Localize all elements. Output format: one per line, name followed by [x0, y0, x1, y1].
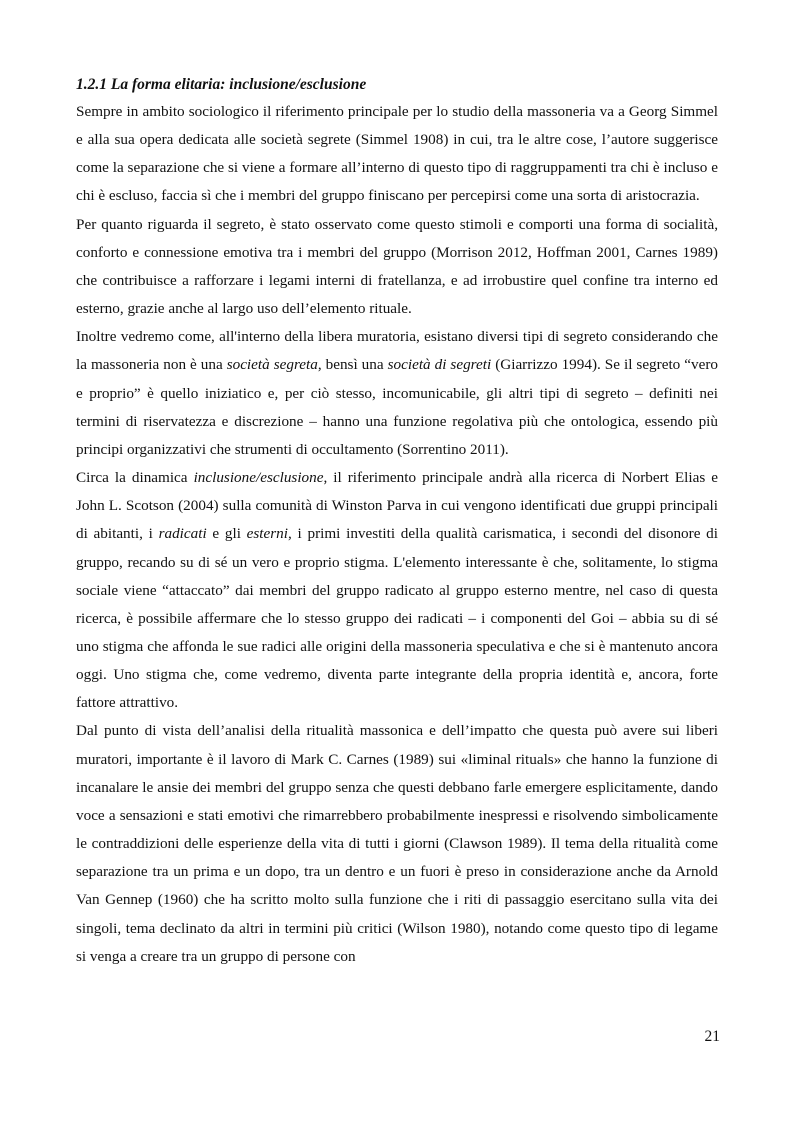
- text-run: Per quanto riguarda il segreto, è stato osservato come questo stimoli e comporti una forma di socialità, conforto e connessione emotiva tra i membri del gruppo (Morrison 2012, Hoffman 2001, Carnes 1989) che contribuisce a rafforzare i legami interni di fratellanza, e ad irrobustire quel confine tra interno ed esterno, grazie anche al largo uso dell’elemento rituale.: [76, 215, 718, 318]
- italic-term: esterni: [246, 525, 288, 543]
- text-run: , bensì una: [317, 356, 388, 374]
- paragraph: [76, 211, 718, 324]
- paragraph: [76, 98, 718, 211]
- text-run: , i primi investiti della qualità carismatica, i secondi del disonore di gruppo, recando su di sé un vero e proprio stigma. L'elemento interessante è che, solitamente, lo stigma sociale viene “attaccato” dai membri del gruppo radicato al gruppo esterno mentre, nel caso di questa ricerca, è possibile affermare che lo stesso gruppo dei radicati – i componenti del Goi – abbia su di sé uno stigma che affonda le sue radici alle origini della massoneria speculativa e che si è mantenuto ancora oggi. Uno stigma che, come vedremo, diventa parte integrante della propria identità e, ancora, forte fattore attrattivo.: [76, 525, 718, 712]
- page-number: 21: [704, 1028, 720, 1045]
- text-run: e gli: [206, 525, 247, 543]
- paragraph: [76, 323, 718, 464]
- text-run: (Giarrizzo 1994). Se il segreto “vero e proprio” è quello iniziatico e, per ciò stesso, incomunicabile, gli altri tipi di segreto – definiti nei termini di riservatezza e discrezione – hanno una funzione regolativa più che ontologica, essendo più principi organizzativi che strumenti di occultamento (Sorrentino 2011).: [76, 356, 718, 458]
- italic-term: radicati: [158, 525, 207, 543]
- italic-term: società di segreti: [387, 356, 492, 374]
- text-run: , il riferimento principale andrà alla ricerca di Norbert Elias e John L. Scotson (2004) sulla comunità di Winston Parva in cui vengono identificati due gruppi principali di abitanti, i: [76, 469, 718, 543]
- paragraph: [76, 717, 718, 970]
- text-run: Sempre in ambito sociologico il riferimento principale per lo studio della massoneria va a Georg Simmel e alla sua opera dedicata alle società segrete (Simmel 1908) in cui, tra le altre cose, l’autore suggerisce come la separazione che si viene a formare all’interno di questo tipo di raggruppamenti tra chi è incluso e chi è escluso, faccia sì che i membri del gruppo finiscano per percepirsi come una sorta di aristocrazia.: [76, 103, 718, 205]
- body-text: [76, 98, 718, 971]
- italic-term: inclusione/esclusione: [193, 469, 324, 487]
- paragraph: [76, 464, 718, 717]
- text-run: Dal punto di vista dell’analisi della ritualità massonica e dell’impatto che questa può avere sui liberi muratori, importante è il lavoro di Mark C. Carnes (1989) sui «liminal rituals» che hanno la funzione di incanalare le ansie dei membri del gruppo senza che questi debbano farle emergere esplicitamente, dando voce a sensazioni e stati emotivi che rimarrebbero probabilmente inespressi e risolvendo simbolicamente le contraddizioni delle esperienze della vita di tutti i giorni (Clawson 1989). Il tema della ritualità come separazione tra un prima e un dopo, tra un dentro e un fuori è preso in considerazione anche da Arnold Van Gennep (1960) che ha scritto molto sulla funzione che i riti di passaggio esercitano sulla vita dei singoli, tema declinato da altri in termini più critici (Wilson 1980), notando come questo tipo di legame si venga a creare tra un gruppo di persone con: [76, 722, 718, 965]
- text-run: Inoltre vedremo come, all'interno della libera muratoria, esistano diversi tipi di segreto considerando che la massoneria non è una: [76, 328, 718, 374]
- italic-term: società segreta: [226, 356, 318, 374]
- section-heading: 1.2.1 La forma elitaria: inclusione/esclusione: [76, 76, 367, 93]
- text-run: Circa la dinamica: [76, 469, 194, 487]
